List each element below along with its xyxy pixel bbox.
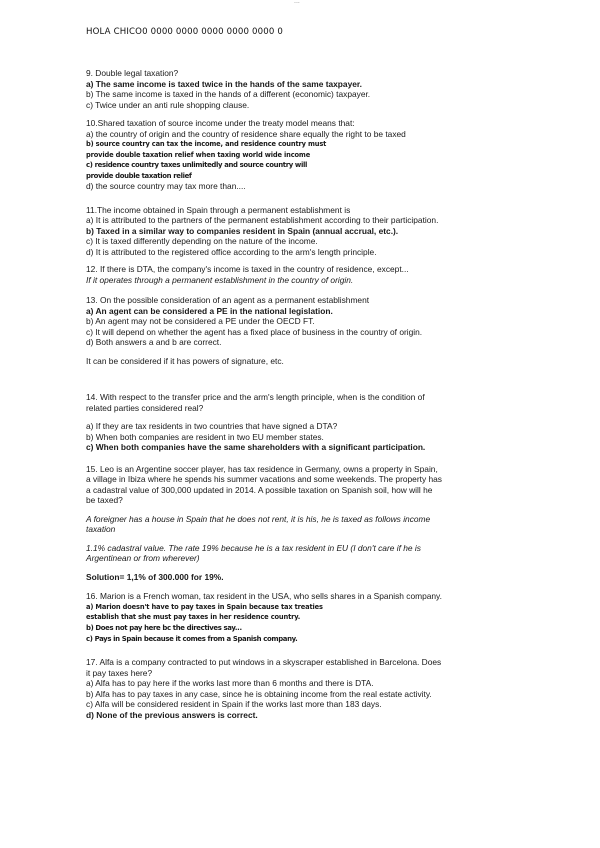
question-15 [86,464,526,583]
solution-text: Solution= 1,1% of 300.000 for 19%. [86,571,224,582]
answer-b: b) When both companies are resident in two EU member states. [86,431,324,442]
answer-a: a) An agent can be considered a PE in the national legislation. [86,305,333,316]
answer-d: d) Both answers a and b are correct. [86,337,222,348]
answer-b: b) Alfa has to pay taxes in any case, since he is obtaining income from the real estate activity. [86,688,432,699]
note-2-line2: Argentinean or from wherever) [86,553,200,564]
spacer [86,506,526,514]
answer-d: d) None of the previous answers is correct. [86,709,258,720]
document-body [86,68,526,720]
question-11 [86,205,526,258]
answer-c: c) It is taxed differently depending on the nature of the income. [86,236,318,247]
top-mark: ... [294,0,300,5]
answer-a: a) the country of origin and the country of residence share equally the right to be taxed [86,128,406,139]
question-10 [86,118,526,192]
question-text-line3: a cadastral value of 300,000 updated in 2014. A possible taxation on Spanish soil, how will he [86,484,433,495]
question-text: 9. Double legal taxation? [86,68,179,78]
answer-c-line2: provide double taxation relief [86,171,192,180]
answer-d: d) It is attributed to the registered office according to the arm's length principle. [86,246,377,257]
answer-c: c) Alfa will be considered resident in Spain if the works last more than 183 days. [86,699,382,710]
question-text-line2: related parties considered real? [86,402,204,413]
note-2-line1: 1.1% cadastral value. The rate 19% because he is a tax resident in EU (I don't care if he is [86,542,421,553]
spacer [86,535,526,543]
question-text: 11.The income obtained in Spain through a permanent establishment is [86,204,351,215]
answer-b-line1: b) source country can tax the income, and residence country must [86,139,327,148]
answer-a-line1: a) Marion doesn't have to pay taxes in Spain because tax treaties [86,601,323,611]
answer-b: b) Taxed in a similar way to companies resident in Spain (annual accrual, etc.). [86,225,399,236]
spacer [86,413,526,421]
spacer [86,564,526,572]
note-1-line1: A foreigner has a house in Spain that he does not rent, it is his, he is taxed as follows income [86,513,431,524]
answer-b: b) The same income is taxed in the hands of a different (economic) taxpayer. [86,89,371,99]
answer-a-line2: establish that she must pay taxes in her residence country. [86,612,301,622]
question-text: 13. On the possible consideration of an agent as a permanent establishment [86,295,370,306]
answer-b: b) An agent may not be considered a PE under the OECD FT. [86,316,315,327]
question-text: 12. If there is DTA, the company's income is taxed in the country of residence, except... [86,264,409,275]
answer-a: a) The same income is taxed twice in the hands of the same taxpayer. [86,78,363,89]
spacer [86,348,526,356]
answer-c-line1: c) residence country taxes unlimitedly and source country will [86,161,307,170]
answer-c: c) It will depend on whether the agent has a fixed place of business in the country of origin. [86,326,423,337]
page-header: HOLA CHICO0 0000 0000 0000 0000 0000 0 [86,27,283,37]
question-text: 16. Marion is a French woman, tax resident in the USA, who sells shares in a Spanish company. [86,591,442,602]
answer-a: a) It is attributed to the partners of the permanent establishment according to their participation. [86,215,439,226]
answer-c: c) When both companies have the same shareholders with a significant participation. [86,442,426,453]
question-text-line1: 17. Alfa is a company contracted to put windows in a skyscraper established in Barcelona. Does [86,657,442,668]
question-14 [86,392,526,453]
answer-c: c) Pays in Spain because it comes from a Spanish company. [86,634,298,643]
question-12 [86,264,526,285]
answer-a: a) Alfa has to pay here if the works last more than 6 months and there is DTA. [86,678,374,689]
question-text: 10.Shared taxation of source income under the treaty model means that: [86,118,355,128]
question-9 [86,68,526,110]
note-text: It can be considered if it has powers of signature, etc. [86,355,284,366]
question-text-line1: 15. Leo is an Argentine soccer player, has tax residence in Germany, owns a property in Spain, [86,463,438,474]
answer-d: d) the source country may tax more than.... [86,181,246,192]
answer-text: If it operates through a permanent establishment in the country of origin. [86,274,354,285]
note-1-line2: taxation [86,524,116,535]
question-text-line4: be taxed? [86,495,123,506]
question-text-line2: it pay taxes here? [86,667,153,678]
answer-c: c) Twice under an anti rule shopping clause. [86,99,250,110]
answer-b: b) Does not pay here bc the directives say... [86,624,242,633]
question-17 [86,657,526,720]
answer-a: a) If they are tax residents in two countries that have signed a DTA? [86,421,338,432]
question-16 [86,591,526,644]
question-13 [86,295,526,366]
answer-b-line2: provide double taxation relief when taxing world wide income [86,149,311,159]
question-text-line2: a village in Ibiza where he spends his summer vacations and some weekends. The property has [86,474,442,485]
question-text-line1: 14. With respect to the transfer price and the arm's length principle, when is the condition of [86,392,425,403]
